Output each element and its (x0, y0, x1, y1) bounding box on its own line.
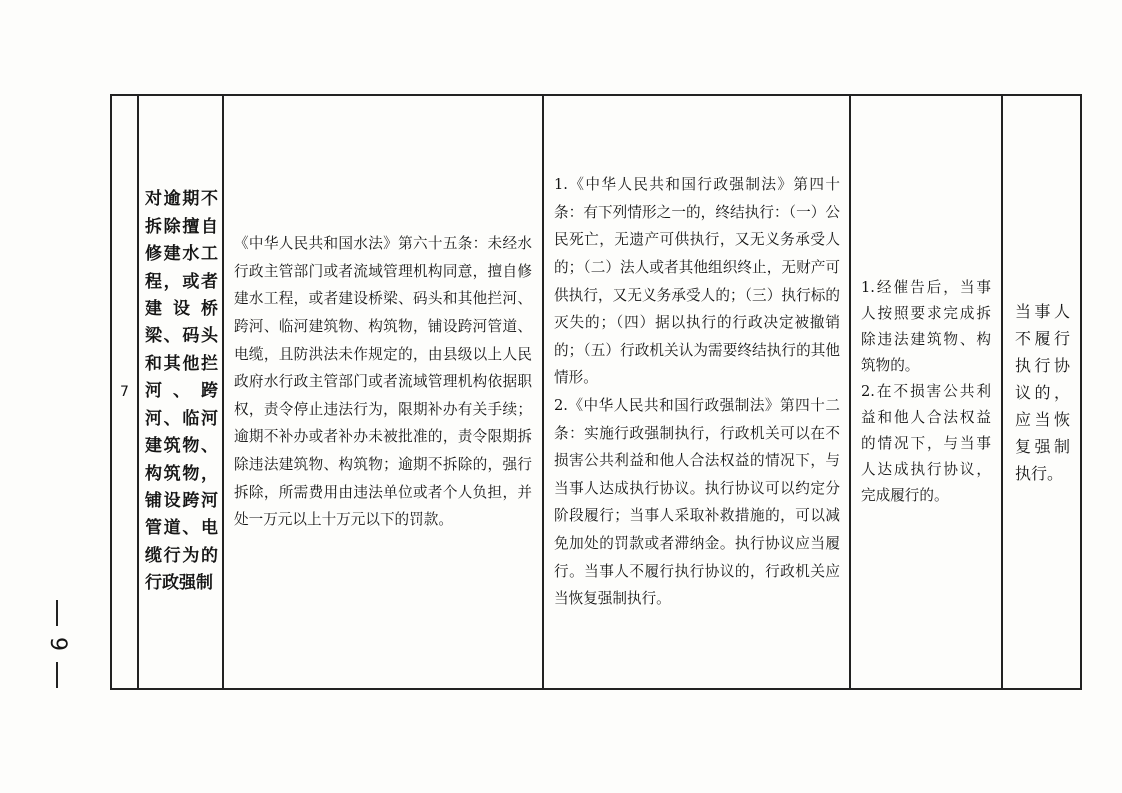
page-number-rule-top (56, 600, 58, 626)
table-row (111, 95, 1081, 689)
condition-paragraph-1: 1.《中华人民共和国行政强制法》第四十条：有下列情形之一的，终结执行：（一）公民死亡，无遗产可供执行，又无义务承受人的；（二）法人或者其他组织终止，无财产可供执行，又无义务承受人的；（三）执行标的灭失的；（四）据以执行的行政决定被撤销的；（五）行政机关认为需要终结执行的其他情形。 (554, 176, 840, 387)
page-number: 9 (45, 637, 70, 651)
completion-modes-cell (850, 95, 1002, 689)
page-number-marker (42, 600, 72, 700)
termination-conditions-cell (543, 95, 850, 689)
condition-paragraph-2: 2.《中华人民共和国行政强制法》第四十二条：实施行政强制执行，行政机关可以在不损害公共利益和他人合法权益的情况下，与当事人达成执行协议。执行协议可以约定分阶段履行；当事人采取补救措施的，可以减免加处的罚款或者滞纳金。执行协议应当履行。当事人不履行执行协议的，行政机关应当恢复强制执行。 (554, 397, 840, 608)
item-name-cell: 对逾期不拆除擅自修建水工程，或者建设桥梁、码头和其他拦河、跨河、临河建筑物、构筑物，铺设跨河管道、电缆行为的行政强制 (138, 95, 223, 689)
page-number-rule-bottom (56, 662, 58, 688)
enforcement-table (110, 94, 1082, 690)
mode-paragraph-2: 2.在不损害公共利益和他人合法权益的情况下，与当事人达成执行协议，完成履行的。 (861, 383, 991, 504)
legal-basis-cell: 《中华人民共和国水法》第六十五条：未经水行政主管部门或者流域管理机构同意，擅自修建水工程，或者建设桥梁、码头和其他拦河、跨河、临河建筑物、构筑物，铺设跨河管道、电缆，且防洪法未作规定的，由县级以上人民政府水行政主管部门或者流域管理机构依据职权，责令停止违法行为，限期补办有关手续；逾期不补办或者补办未被批准的，责令限期拆除违法建筑物、构筑物；逾期不拆除的，强行拆除，所需费用由违法单位或者个人负担，并处一万元以上十万元以下的罚款。 (223, 95, 543, 689)
mode-paragraph-1: 1.经催告后，当事人按照要求完成拆除违法建筑物、构筑物的。 (861, 279, 991, 374)
row-number-cell: 7 (111, 95, 138, 689)
result-cell: 当事人不履行执行协议的，应当恢复强制执行。 (1002, 95, 1081, 689)
